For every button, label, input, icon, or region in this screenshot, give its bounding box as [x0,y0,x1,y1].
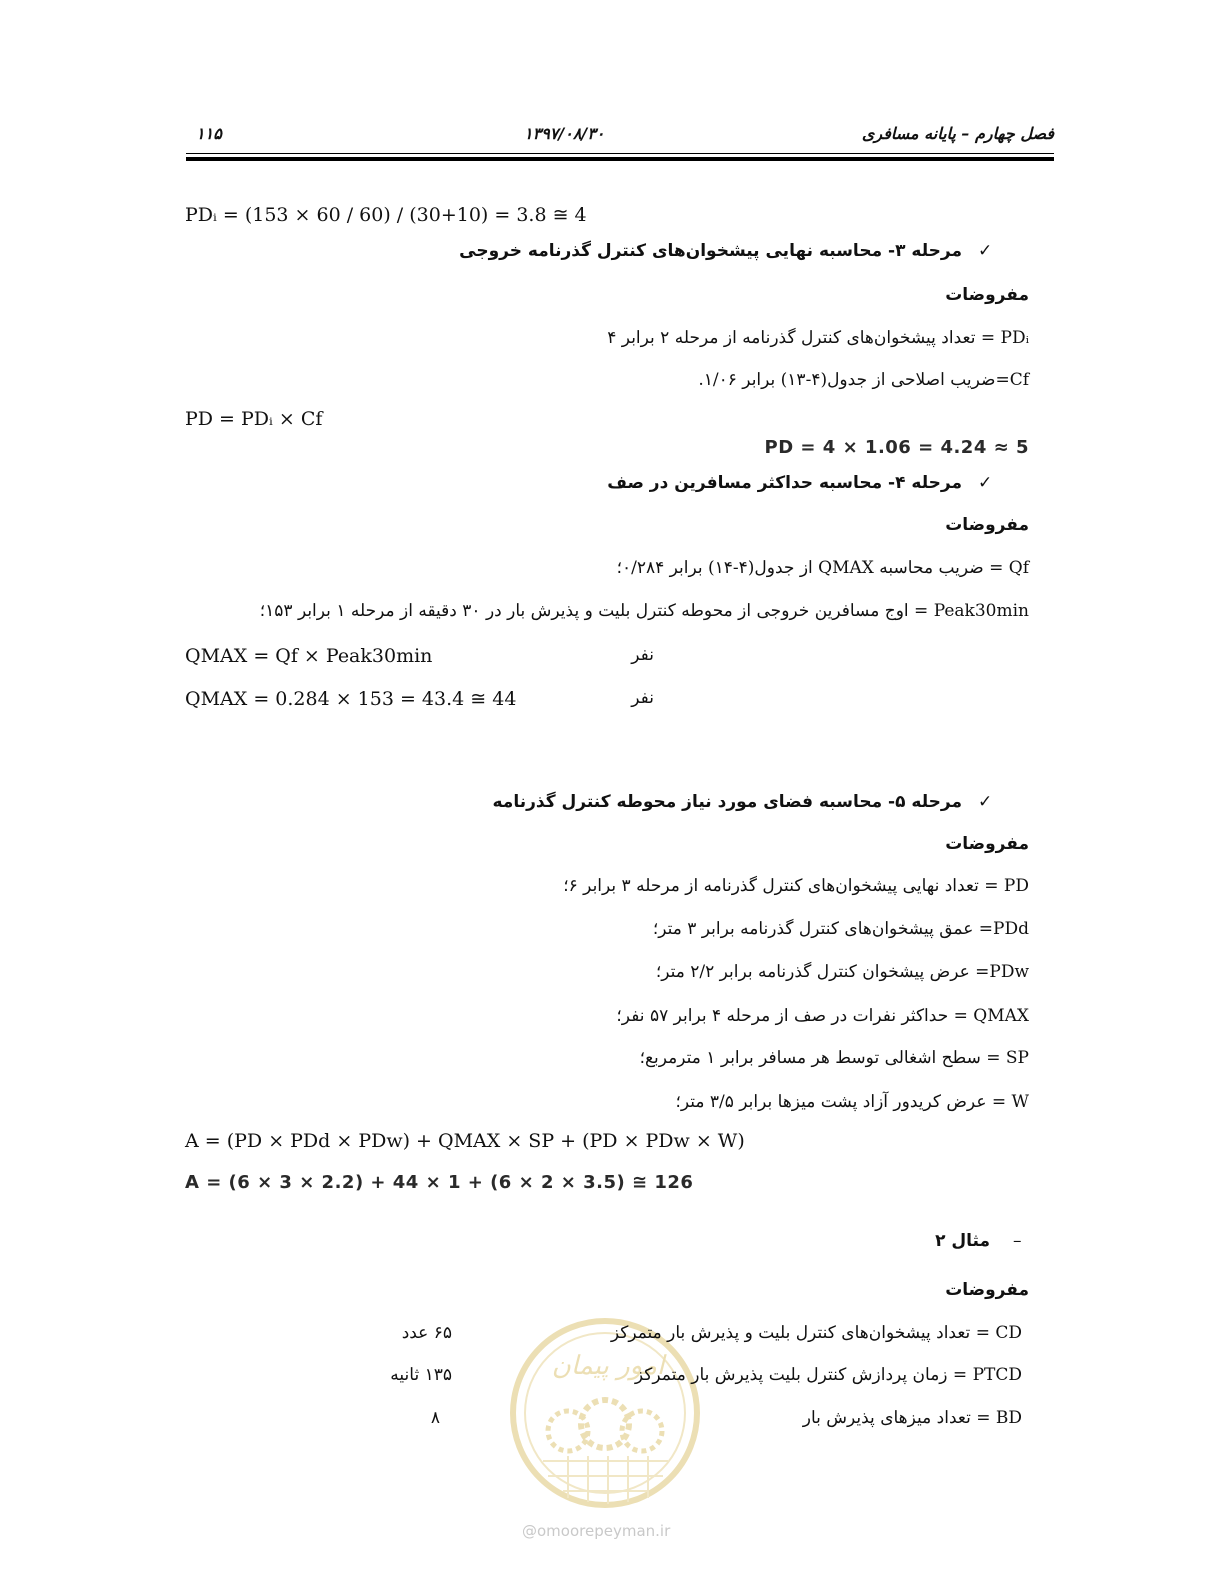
assumption-pd: PD = تعداد نهایی پیشخوان‌های کنترل گذرنامه از مرحله ۳ برابر ۶؛ [563,876,1029,896]
example-row-value: ۶۵ عدد [401,1323,452,1343]
assumption-sp: SP = سطح اشغالی توسط هر مسافر برابر ۱ مترمربع؛ [639,1048,1029,1068]
unit-person: نفر [631,688,654,708]
assumption-cf: Cf=ضریب اصلاحی از جدول(۴-۱۳) برابر ۱/۰۶. [698,370,1029,390]
example-row-label: BD = تعداد میزهای پذیرش بار [802,1408,1022,1428]
equation-area-value: A = (6 × 3 × 2.2) + 44 × 1 + (6 × 2 × 3.5) ≅ 126 [185,1172,694,1193]
header-rule-thin [186,153,1054,154]
header-date: ۱۳۹۷/۰۸/۳۰ [524,124,605,143]
assumption-w: W = عرض کریدور آزاد پشت میزها برابر ۳/۵ متر؛ [675,1092,1029,1112]
chapter-title: فصل چهارم – پایانه مسافری [861,124,1054,143]
step5-heading: مرحله ۵- محاسبه فضای مورد نیاز محوطه کنترل گذرنامه [492,792,962,812]
page-number: ۱۱۵ [196,124,222,143]
watermark-logo [508,1316,703,1511]
watermark-logo-text: امور پیمان [551,1351,665,1381]
equation-qmax: QMAX = Qf × Peak30min [185,645,433,667]
assumption-pdi: PDᵢ = تعداد پیشخوان‌های کنترل گذرنامه از مرحله ۲ برابر ۴ [607,328,1029,348]
example-row-value: ۱۳۵ ثانیه [390,1365,452,1385]
assumptions-heading: مفروضات [945,1280,1029,1300]
example-dash: – [1013,1231,1022,1251]
watermark-site: @omoorepeyman.ir [522,1522,671,1540]
step4-heading: مرحله ۴- محاسبه حداکثر مسافرین در صف [607,473,962,493]
example-row-value: ۸ [430,1408,440,1428]
assumption-pdd: PDd= عمق پیشخوان‌های کنترل گذرنامه برابر ۳ متر؛ [652,919,1029,939]
assumptions-heading: مفروضات [945,285,1029,305]
checkmark-icon: ✓ [978,473,993,493]
equation-pd: PD = PDᵢ × Cf [185,408,323,430]
example-row-label: PTCD = زمان پردازش کنترل بلیت پذیرش بار متمرکز [634,1365,1022,1385]
assumption-qmax: QMAX = حداکثر نفرات در صف از مرحله ۴ برابر ۵۷ نفر؛ [616,1006,1029,1026]
equation-pdi: PDᵢ = (153 × 60 / 60) / (30+10) = 3.8 ≅ 4 [185,204,587,226]
unit-person: نفر [631,645,654,665]
header-rule-thick [186,157,1054,161]
example2-heading: مثال ۲ [935,1231,990,1251]
equation-qmax-value: QMAX = 0.284 × 153 = 43.4 ≅ 44 [185,688,517,710]
checkmark-icon: ✓ [978,792,993,812]
checkmark-icon: ✓ [978,241,993,261]
assumptions-heading: مفروضات [945,834,1029,854]
equation-area: A = (PD × PDd × PDw) + QMAX × SP + (PD × PDw × W) [185,1130,745,1152]
assumption-pdw: PDw= عرض پیشخوان کنترل گذرنامه برابر ۲/۲ متر؛ [655,962,1029,982]
equation-pd-value: PD = 4 × 1.06 = 4.24 ≈ 5 [764,437,1029,458]
assumption-qf: Qf = ضریب محاسبه QMAX از جدول(۴-۱۴) برابر ۰/۲۸۴؛ [616,558,1029,578]
assumptions-heading: مفروضات [945,515,1029,535]
step3-heading: مرحله ۳- محاسبه نهایی پیشخوان‌های کنترل گذرنامه خروجی [459,241,962,261]
example-row-label: CD = تعداد پیشخوان‌های کنترل بلیت و پذیرش بار متمرکز [610,1323,1022,1343]
assumption-peak30min: Peak30min = اوج مسافرین خروجی از محوطه کنترل بلیت و پذیرش بار در ۳۰ دقیقه از مرحله ۱ برابر ۱۵۳؛ [259,601,1029,621]
